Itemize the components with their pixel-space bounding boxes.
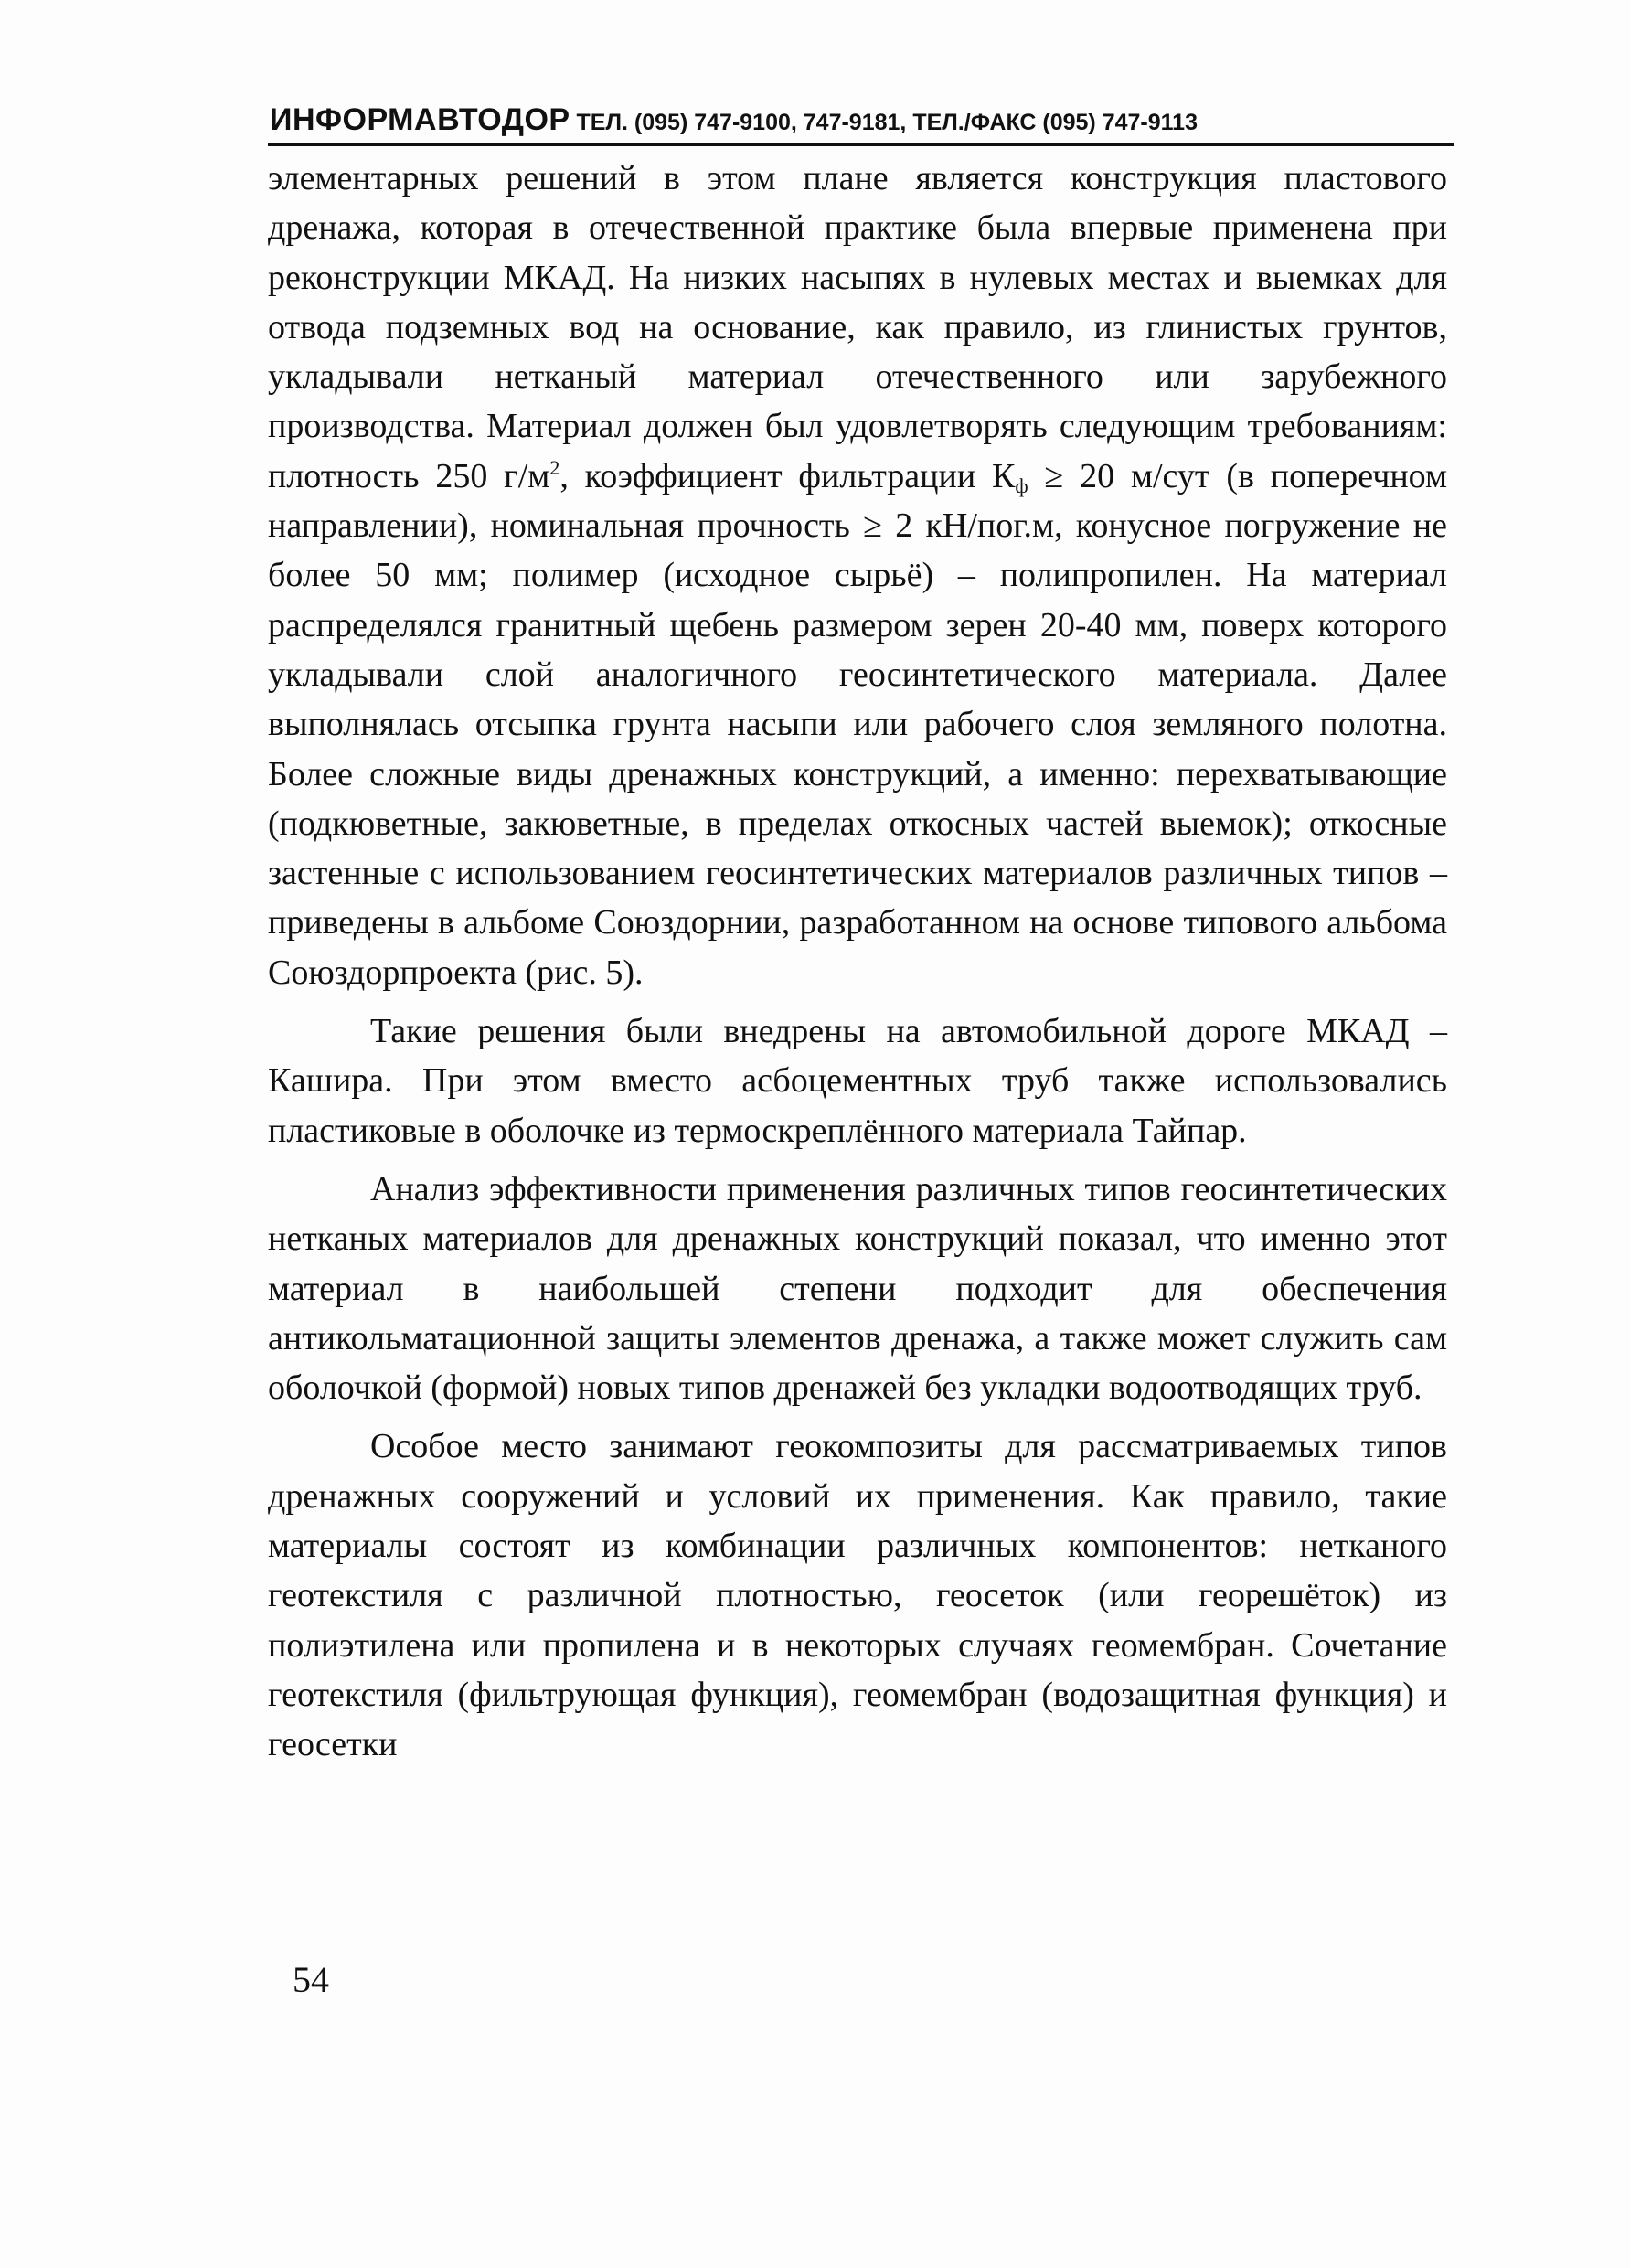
page-number: 54	[293, 1959, 329, 2000]
paragraph-2: Такие решения были внедрены на автомобильной дороге МКАД – Кашира. При этом вместо асбоцементных труб также использовались пластиковые в оболочке из термоскреплённого материала Тайпар.	[268, 1012, 1447, 1150]
header-phones: ТЕЛ. (095) 747-9100, 747-9181, ТЕЛ./ФАКС (095) 747-9113	[570, 110, 1198, 135]
body-text	[268, 154, 1447, 1770]
paragraph-1-part-a: элементарных решений в этом плане является конструкция пластового дренажа, которая в отечественной практике была впервые применена при реконструкции МКАД. На низких насыпях в нулевых местах и выемках для отвода подземных вод на основание, как правило, из глинистых грунтов, укладывали нетканый материал отечественного или зарубежного производства. Материал должен был удовлетворять следующим требованиям: плотность 250 г/м	[268, 159, 1447, 495]
running-header	[270, 102, 1449, 138]
subscript-f: ф	[1015, 474, 1028, 497]
paragraph-1	[268, 154, 1447, 997]
paragraph-3: Анализ эффективности применения различных типов геосинтетических нетканых материалов для дренажных конструкций показал, что именно этот материал в наибольшей степени подходит для обеспечения антикольматационной защиты элементов дренажа, а также может служить сам оболочкой (формой) новых типов дренажей без укладки водоотводящих труб.	[268, 1169, 1447, 1408]
paragraph-1-part-b: , коэффициент фильтрации К	[559, 456, 1016, 495]
paragraph-4: Особое место занимают геокомпозиты для рассматриваемых типов дренажных сооружений и условий их применения. Как правило, такие материалы состоят из комбинации различных компонентов: нетканого геотекстиля с различной плотностью, геосеток (или георешёток) из полиэтилена или пропилена и в некоторых случаях геомембран. Сочетание геотекстиля (фильтрующая функция), геомембран (водозащитная функция) и геосетки	[268, 1427, 1447, 1764]
header-rule	[268, 143, 1454, 146]
header-brand: ИНФОРМАВТОДОР	[270, 102, 570, 137]
superscript-2: 2	[549, 455, 560, 479]
paragraph-1-part-c: ≥ 20 м/сут (в поперечном направлении), номинальная прочность ≥ 2 кН/пог.м, конусное погружение не более 50 мм; полимер (исходное сырьё) – полипропилен. На материал распределялся гранитный щебень размером зерен 20-40 мм, поверх которого укладывали слой аналогичного геосинтетического материала. Далее выполнялась отсыпка грунта насыпи или рабочего слоя земляного полотна. Более сложные виды дренажных конструкций, а именно: перехватывающие (подкюветные, закюветные, в пределах откосных частей выемок); откосные застенные с использованием геосинтетических материалов различных типов – приведены в альбоме Союздорнии, разработанном на основе типового альбома Союздорпроекта (рис. 5).	[268, 456, 1447, 992]
